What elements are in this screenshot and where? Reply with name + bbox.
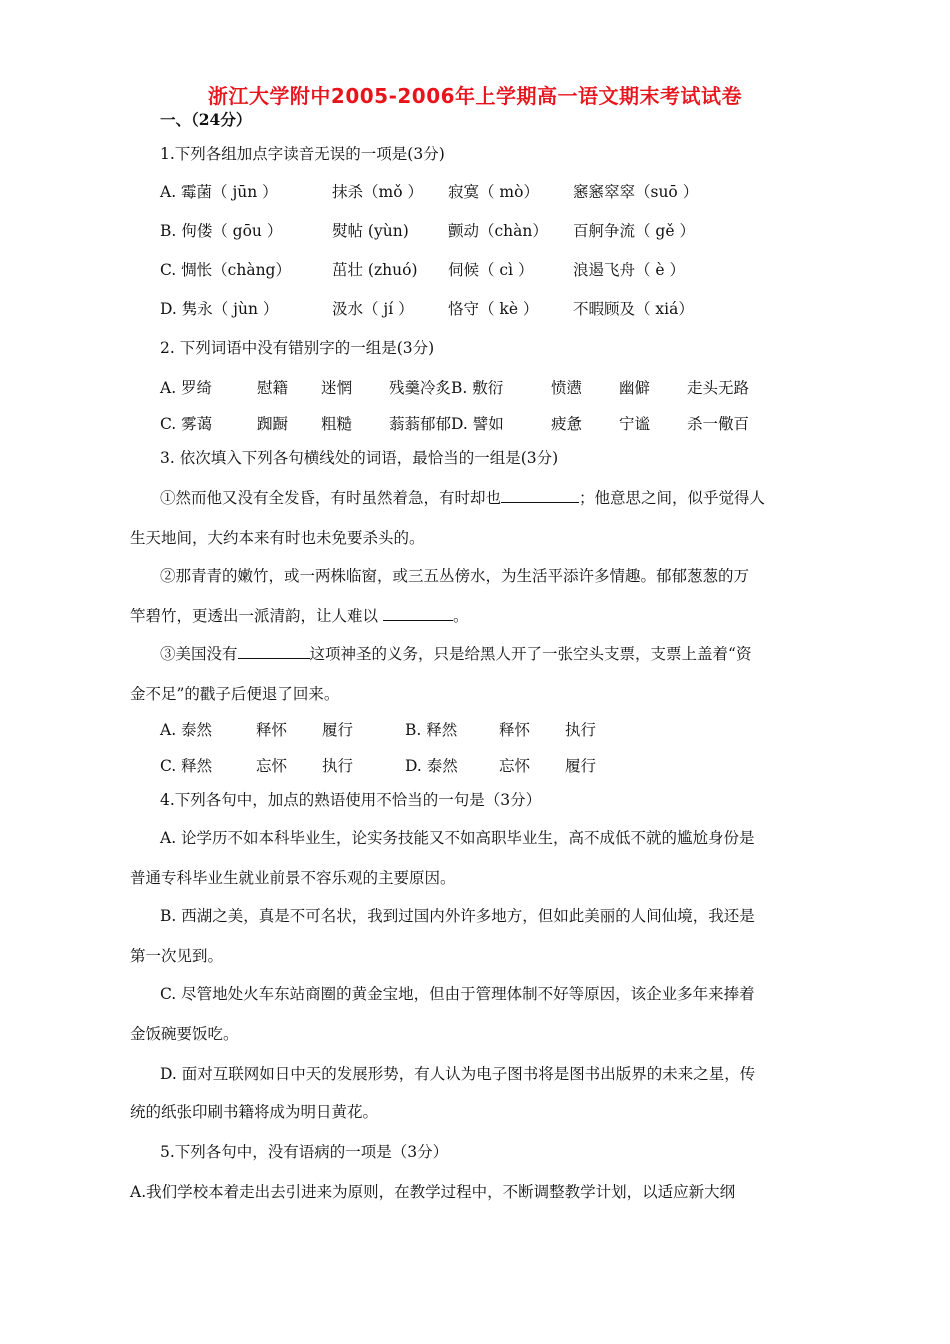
q3-s3-text-b: 这项神圣的义务，只是给黑人开了一张空头支票，支票上盖着“资 [309, 645, 752, 663]
q2-r2-7: 杀一儆百 [687, 415, 750, 433]
q4-option-d-line-1: D. 面对互联网如日中天的发展形势，有人认为电子图书将是图书出版界的未来之星，传 [160, 1065, 756, 1083]
q5-option-a-line-1: A.我们学校本着走出去引进来为原则，在教学过程中，不断调整教学计划，以适应新大纲 [130, 1183, 736, 1201]
q3-opt-b-3: 执行 [565, 721, 597, 739]
q2-r1-3: 迷惘 [321, 379, 353, 397]
q1-a-1: A. 霉菌（ jūn ） [160, 183, 278, 201]
q4-option-c-line-1: C. 尽管地处火车东站商圈的黄金宝地，但由于管理体制不好等原因，该企业多年来捧着 [160, 985, 755, 1003]
q1-b-4: 百舸争流（ gě ） [573, 222, 695, 240]
q3-sentence-1-line-2: 生天地间，大约本来有时也未免要杀头的。 [130, 529, 425, 547]
q3-s2-text-c: 。 [452, 607, 469, 625]
q4-option-b-line-2: 第一次见到。 [130, 947, 224, 965]
section-heading: 一、（24分） [160, 110, 252, 129]
q2-r2-3: 粗糙 [321, 415, 353, 433]
q2-r2-4: 蓊蓊郁郁D. 譬如 [389, 415, 504, 433]
q3-opt-b-2: 释怀 [499, 721, 531, 739]
question-2-stem: 2. 下列词语中没有错别字的一组是(3分) [160, 339, 435, 357]
question-1-stem: 1.下列各组加点字读音无误的一项是(3分) [160, 145, 445, 163]
q1-d-4: 不暇顾及（ xiá） [573, 300, 694, 318]
q1-c-4: 浪遏飞舟（ è ） [573, 261, 686, 279]
q2-r1-5: 愤懑 [551, 379, 583, 397]
q3-sentence-3-line-2: 金不足”的戳子后便退了回来。 [130, 685, 340, 703]
q4-option-a-line-2: 普通专科毕业生就业前景不容乐观的主要原因。 [130, 869, 456, 887]
q2-r2-2: 踟蹰 [257, 415, 289, 433]
q3-opt-d-3: 履行 [565, 757, 597, 775]
q4-option-a-line-1: A. 论学历不如本科毕业生，论实务技能又不如高职毕业生，高不成低不就的尴尬身份是 [160, 829, 755, 847]
q1-b-3: 颤动（chàn） [448, 222, 548, 240]
exam-title: 浙江大学附中2005-2006年上学期高一语文期末考试试卷 [207, 84, 743, 108]
q3-blank-2[interactable] [383, 606, 453, 621]
q2-r1-1: A. 罗绮 [160, 379, 213, 397]
q3-opt-a-2: 释怀 [256, 721, 288, 739]
q3-opt-d-1: D. 泰然 [405, 757, 458, 775]
q2-r2-5: 疲惫 [551, 415, 583, 433]
q3-blank-1[interactable] [501, 488, 579, 503]
q3-opt-c-3: 执行 [322, 757, 354, 775]
q1-c-2: 茁壮 (zhuó) [332, 261, 418, 279]
q3-opt-a-1: A. 泰然 [160, 721, 213, 739]
question-3-stem: 3. 依次填入下列各句横线处的词语，最恰当的一组是(3分) [160, 449, 559, 467]
q3-s3-text-a: ③美国没有 [160, 645, 238, 663]
q3-s2-text-b: 竿碧竹，更透出一派清韵，让人难以 [130, 607, 383, 625]
q3-sentence-2-line-2 [130, 604, 468, 626]
q1-b-2: 熨帖 (yùn) [332, 222, 409, 240]
q4-option-d-line-2: 统的纸张印刷书籍将成为明日黄花。 [130, 1103, 379, 1121]
q3-s1-text-b: ；他意思之间，似乎觉得人 [579, 489, 766, 507]
q1-c-3: 伺候（ cì ） [448, 261, 534, 279]
q3-opt-a-3: 履行 [322, 721, 354, 739]
q4-option-b-line-1: B. 西湖之美，真是不可名状，我到过国内外许多地方，但如此美丽的人间仙境，我还是 [160, 907, 755, 925]
q1-a-2: 抹杀（mǒ ） [332, 183, 423, 201]
question-5-stem: 5.下列各句中，没有语病的一项是（3分） [160, 1143, 449, 1161]
q3-opt-d-2: 忘怀 [499, 757, 531, 775]
q1-c-1: C. 惆怅（chàng） [160, 261, 291, 279]
q1-d-1: D. 隽永（ jùn ） [160, 300, 279, 318]
q3-opt-b-1: B. 释然 [405, 721, 458, 739]
q3-s1-text-a: ①然而他又没有全发昏，有时虽然着急，有时却也 [160, 489, 502, 507]
q2-r1-7: 走头无路 [687, 379, 750, 397]
q1-a-4: 窸窸窣窣（suō ） [573, 183, 699, 201]
q3-blank-3[interactable] [238, 644, 310, 659]
q2-r2-1: C. 雾蔼 [160, 415, 213, 433]
q2-r1-6: 幽僻 [619, 379, 651, 397]
q1-d-3: 恪守（ kè ） [448, 300, 539, 318]
q3-sentence-2-line-1: ②那青青的嫩竹，或一两株临窗，或三五丛傍水，为生活平添许多情趣。郁郁葱葱的万 [160, 567, 750, 585]
q2-r2-6: 宁谧 [619, 415, 651, 433]
q4-option-c-line-2: 金饭碗要饭吃。 [130, 1025, 239, 1043]
q3-sentence-3-line-1 [160, 642, 751, 664]
q2-r1-4: 残羹冷炙B. 敷衍 [389, 379, 504, 397]
q1-b-1: B. 佝偻（ gōu ） [160, 222, 283, 240]
q2-r1-2: 慰籍 [257, 379, 289, 397]
q3-opt-c-2: 忘怀 [256, 757, 288, 775]
question-4-stem: 4.下列各句中，加点的熟语使用不恰当的一句是（3分） [160, 791, 542, 809]
q1-a-3: 寂寞（ mò） [448, 183, 539, 201]
q1-d-2: 汲水（ jí ） [332, 300, 414, 318]
q3-sentence-1-line-1 [160, 486, 765, 508]
q3-opt-c-1: C. 释然 [160, 757, 213, 775]
